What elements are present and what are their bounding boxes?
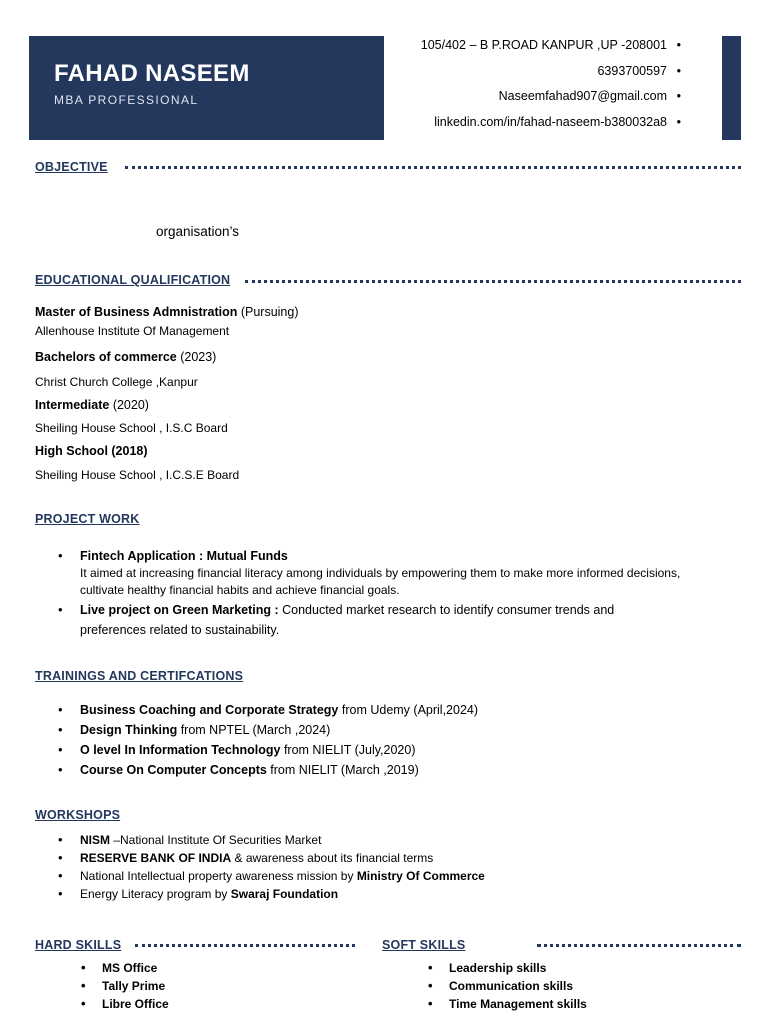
list-item: • Leadership skills (382, 959, 742, 977)
list-item: • Course On Computer Concepts from NIELIT (March ,2019) (35, 760, 735, 780)
objective-heading: OBJECTIVE (35, 160, 108, 174)
list-item: • Time Management skills (382, 995, 742, 1013)
soft-skills-list (382, 959, 742, 1013)
contact-email: Naseemfahad907@gmail.com • (498, 89, 681, 103)
edu-school-2: Christ Church College ,Kanpur (35, 375, 198, 389)
list-item: • Live project on Green Marketing : Conducted market research to identify consumer trends and preferences related to sustainability. (35, 600, 745, 640)
list-item: • O level In Information Technology from NIELIT (July,2020) (35, 740, 735, 760)
edu-degree-4: High School (2018) (35, 444, 148, 458)
soft-skills-heading: SOFT SKILLS (382, 938, 466, 952)
list-item: • Fintech Application : Mutual Funds It aimed at increasing financial literacy among individuals by empowering them to make more informed decisions, cultivate healthy financial habits and achieve financial goals. (35, 548, 745, 598)
list-item: • Communication skills (382, 977, 742, 995)
list-item: • National Intellectual property awareness mission by Ministry Of Commerce (35, 867, 735, 885)
candidate-title: MBA PROFESSIONAL (54, 93, 199, 107)
projects-heading: PROJECT WORK (35, 512, 140, 526)
edu-degree-2: Bachelors of commerce (2023) (35, 350, 217, 364)
trainings-heading: TRAININGS AND CERTIFCATIONS (35, 669, 244, 683)
list-item: • MS Office (35, 959, 355, 977)
list-item: • Libre Office (35, 995, 355, 1013)
edu-degree-1: Master of Business Admnistration (Pursuing) (35, 305, 299, 319)
edu-degree-3: Intermediate (2020) (35, 398, 149, 412)
name-banner (29, 36, 384, 140)
contact-phone: 6393700597 • (597, 63, 681, 78)
list-item: • Design Thinking from NPTEL (March ,2024) (35, 720, 735, 740)
project-list (35, 548, 745, 640)
objective-divider (125, 166, 741, 169)
list-item: • Energy Literacy program by Swaraj Foundation (35, 885, 735, 903)
soft-skills-divider (537, 944, 741, 947)
contact-address: 105/402 – B P.ROAD KANPUR ,UP -208001 • (420, 38, 681, 52)
workshop-list (35, 831, 735, 903)
hard-skills-divider (135, 944, 355, 947)
list-item: • RESERVE BANK OF INDIA & awareness about its financial terms (35, 849, 735, 867)
objective-text: organisation’s (156, 224, 240, 239)
accent-bar (722, 36, 741, 140)
candidate-name: FAHAD NASEEM (54, 60, 250, 87)
education-heading: EDUCATIONAL QUALIFICATION (35, 273, 231, 287)
hard-skills-heading: HARD SKILLS (35, 938, 122, 952)
workshops-heading: WORKSHOPS (35, 808, 121, 822)
edu-school-1: Allenhouse Institute Of Management (35, 324, 230, 338)
edu-school-4: Sheiling House School , I.C.S.E Board (35, 468, 240, 482)
training-list (35, 700, 735, 780)
list-item: • Tally Prime (35, 977, 355, 995)
edu-school-3: Sheiling House School , I.S.C Board (35, 421, 228, 435)
education-divider (245, 280, 741, 283)
hard-skills-list (35, 959, 355, 1013)
contact-linkedin: linkedin.com/in/fahad-naseem-b380032a8 • (434, 114, 681, 129)
list-item: • Business Coaching and Corporate Strategy from Udemy (April,2024) (35, 700, 735, 720)
list-item: • NISM –National Institute Of Securities Market (35, 831, 735, 849)
contact-block (351, 37, 681, 139)
